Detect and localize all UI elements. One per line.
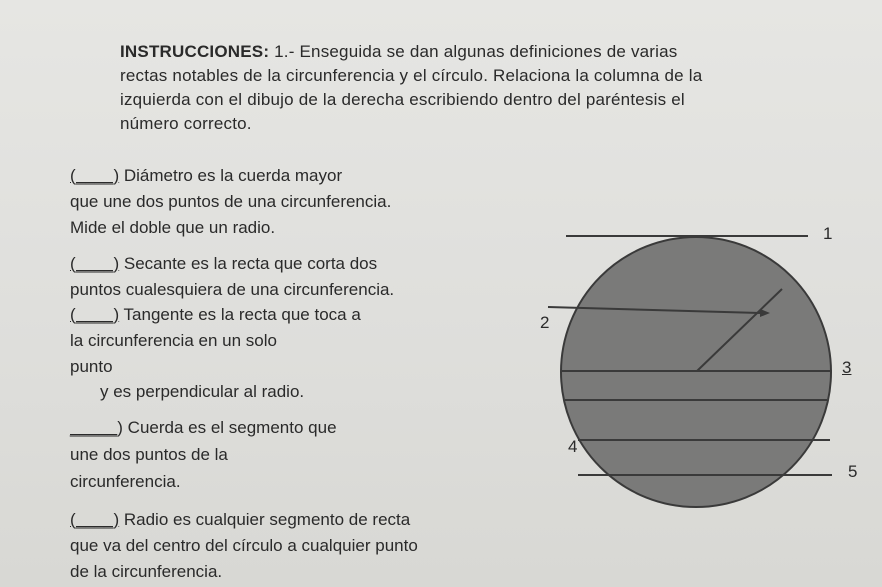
cuerda-answer-blank[interactable]: _____ — [70, 418, 118, 437]
tangente-definition-line-4: y es perpendicular al radio. — [100, 382, 305, 401]
tangente-answer-blank[interactable]: (____) — [70, 305, 120, 324]
instructions-line-1: 1.- Enseguida se dan algunas definiciones de varias — [274, 42, 678, 61]
figure-label-1: 1 — [823, 224, 833, 243]
secante-definition-line-2: puntos cualesquiera de una circunferencia. — [70, 280, 395, 299]
cuerda-definition-line-3: circunferencia. — [70, 472, 181, 491]
figure-label-3: 3 — [842, 358, 852, 377]
figure-label-4: 4 — [568, 437, 578, 456]
tangente-text: Tangente es la recta que toca a — [119, 305, 361, 324]
diametro-answer-blank[interactable]: (____) — [70, 166, 120, 185]
radio-definition-line-2: que va del centro del círculo a cualquier punto — [70, 536, 418, 555]
tangente-definition-line-2: la circunferencia en un solo — [70, 331, 277, 350]
diametro-definition-line-2: que une dos puntos de una circunferencia. — [70, 192, 392, 211]
diametro-definition-line-3: Mide el doble que un radio. — [70, 218, 276, 237]
instructions-line-3: izquierda con el dibujo de la derecha escribiendo dentro del paréntesis el — [120, 90, 685, 109]
secante-text: Secante es la recta que corta dos — [119, 254, 378, 273]
instructions-line-2: rectas notables de la circunferencia y el círculo. Relaciona la columna de la — [120, 66, 703, 85]
diametro-text: Diámetro es la cuerda mayor — [119, 166, 343, 185]
radio-definition-line-3: de la circunferencia. — [70, 562, 223, 581]
cuerda-definition-line-2: une dos puntos de la — [70, 445, 228, 464]
instructions-line-4: número correcto. — [120, 114, 252, 133]
radio-text: Radio es cualquier segmento de recta — [119, 510, 411, 529]
instructions-heading: INSTRUCCIONES: — [120, 42, 270, 61]
figure-label-5: 5 — [848, 462, 858, 481]
tangente-definition-line-3: punto — [70, 357, 113, 376]
radio-answer-blank[interactable]: (____) — [70, 510, 120, 529]
secante-answer-blank[interactable]: (____) — [70, 254, 120, 273]
cuerda-text: ) Cuerda es el segmento que — [117, 418, 337, 437]
figure-label-2: 2 — [540, 313, 550, 332]
